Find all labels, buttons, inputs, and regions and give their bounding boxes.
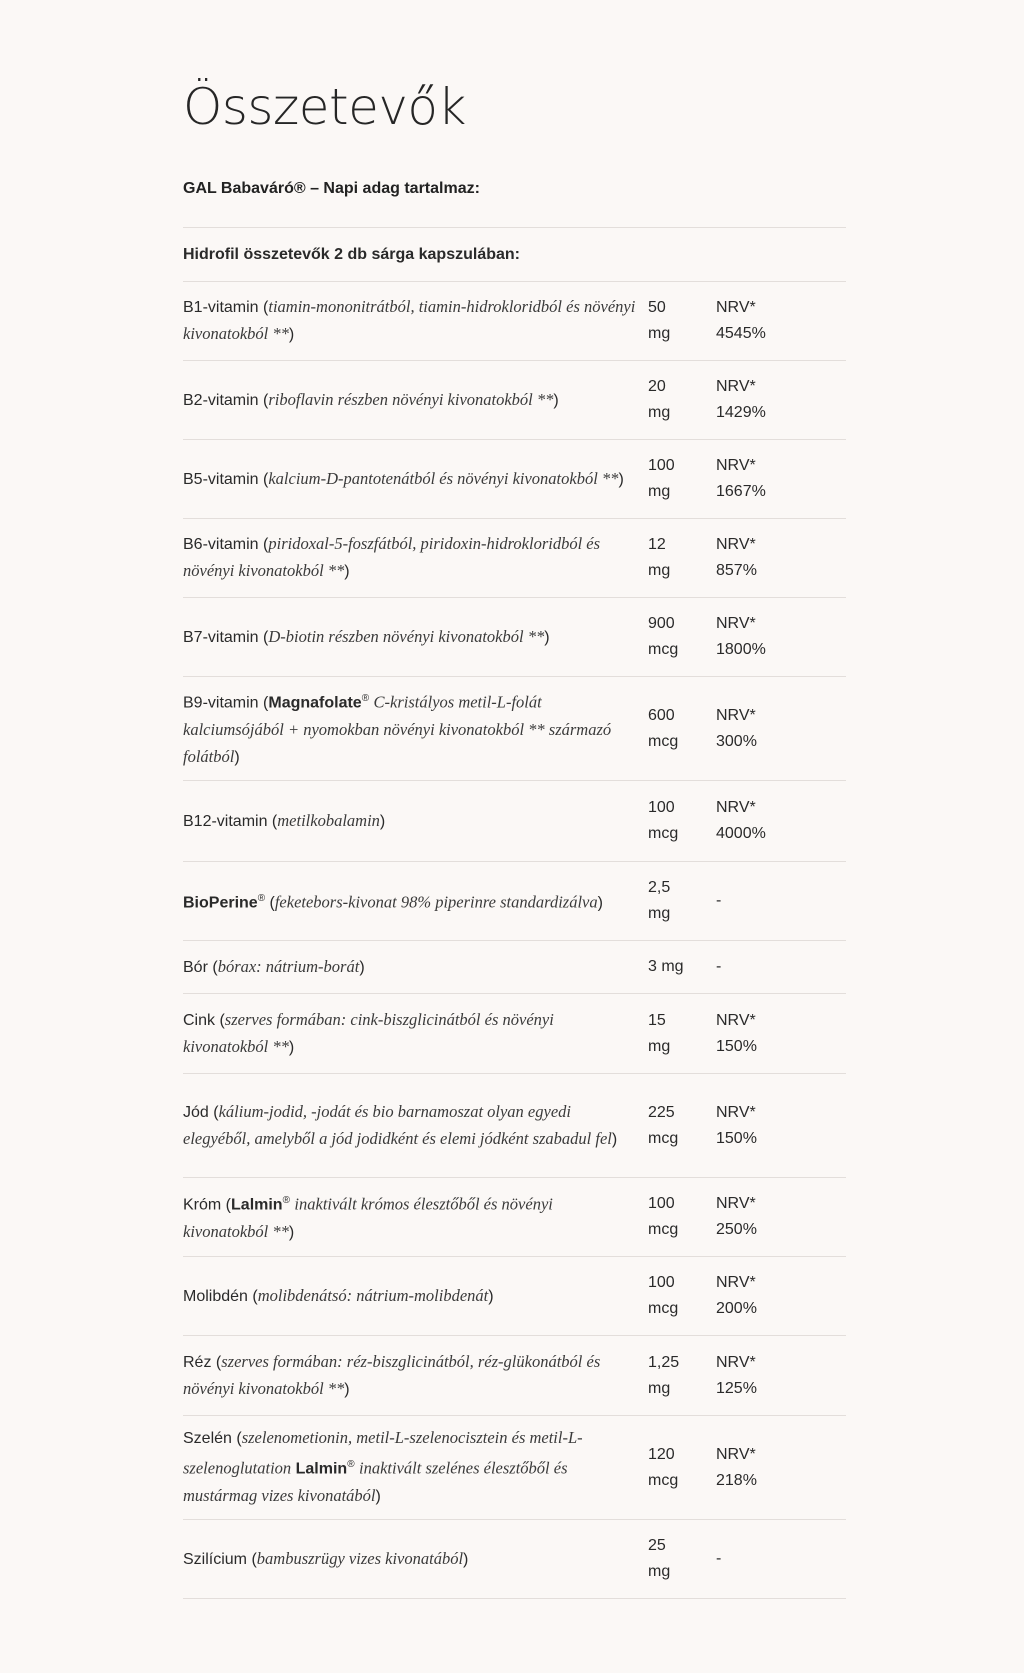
nrv-label: NRV* xyxy=(716,1103,756,1121)
nrv-label: NRV* xyxy=(716,299,756,316)
brand-name: Lalmin xyxy=(295,1460,348,1478)
ingredient-row xyxy=(183,1416,846,1520)
nrv-cell xyxy=(716,954,846,980)
ingredient-row xyxy=(183,1520,846,1599)
ingredient-source: feketebors-kivonat 98% piperinre standardizálva xyxy=(274,892,598,912)
ingredient-name-cell: BioPerine® (feketebors-kivonat 98% piperinre standardizálva) xyxy=(183,892,603,912)
amount-value: 1,25 xyxy=(648,1353,680,1371)
ingredient-name-cell: Szelén (szelenometionin, metil-L-szelenocisztein és metil-L-szelenoglutation Lalmin® inaktivált szelénes élesztőből és mustármag vizes kivonatából) xyxy=(183,1428,583,1505)
amount-value: 50 xyxy=(648,299,666,316)
ingredient-row xyxy=(183,994,846,1074)
amount-unit: mcg xyxy=(648,641,679,658)
nrv-label: NRV* xyxy=(716,378,756,395)
nrv-value: 125% xyxy=(716,1379,757,1397)
ingredient-source: kálium-jodid, -jodát és bio barnamoszat olyan egyedi elegyéből, amelyből a jód jodidként és elemi jódként szabadul fel xyxy=(183,1101,612,1148)
ingredient-source: metilkobalamin xyxy=(277,810,380,830)
brand-name: Magnafolate xyxy=(268,694,362,712)
nrv-value: 1667% xyxy=(716,483,766,500)
nrv-cell xyxy=(716,1350,846,1402)
ingredient-name-cell: Molibdén (molibdenátsó: nátrium-molibdenát) xyxy=(183,1285,494,1305)
ingredient-source: bambuszrügy vizes kivonatából xyxy=(256,1548,464,1568)
section-heading: Hidrofil összetevők 2 db sárga kapszulában: xyxy=(183,228,846,282)
ingredient-name: B2-vitamin xyxy=(183,391,259,409)
nrv-cell xyxy=(716,295,846,347)
amount-value: 2,5 xyxy=(648,879,671,896)
nrv-label: NRV* xyxy=(716,1353,756,1371)
amount-cell xyxy=(648,1191,716,1243)
amount-unit: mcg xyxy=(648,1221,679,1238)
amount-value: 100 xyxy=(648,1274,675,1291)
ingredient-source: szelenometionin, metil-L-szelenocisztein és metil-L-szelenoglutation xyxy=(183,1428,583,1478)
amount-cell xyxy=(648,532,716,584)
amount-unit: mg xyxy=(648,562,671,579)
amount-cell xyxy=(648,1008,716,1060)
nrv-label: NRV* xyxy=(716,706,756,724)
amount-cell xyxy=(648,954,716,980)
amount-value: 3 mg xyxy=(648,958,684,975)
ingredient-name: Szilícium xyxy=(183,1550,248,1568)
ingredient-row xyxy=(183,440,846,519)
ingredient-name-cell: Jód (kálium-jodid, -jodát és bio barnamoszat olyan egyedi elegyéből, amelyből a jód jodidként és elemi jódként szabadul fel) xyxy=(183,1101,618,1148)
nrv-cell xyxy=(716,703,846,755)
amount-cell xyxy=(648,453,716,505)
ingredient-name-cell: B1-vitamin (tiamin-mononitrátból, tiamin-hidrokloridból és növényi kivonatokból **) xyxy=(183,297,636,343)
ingredient-name-cell: B5-vitamin (kalcium-D-pantotenátból és növényi kivonatokból **) xyxy=(183,468,624,488)
ingredient-row xyxy=(183,1178,846,1257)
ingredient-source-cont: inaktivált szelénes élesztőből és mustármag vizes kivonatából xyxy=(183,1458,568,1505)
ingredient-name: B1-vitamin xyxy=(183,299,259,316)
page-title: Összetevők xyxy=(183,78,466,136)
nrv-label: NRV* xyxy=(716,615,756,632)
amount-unit: mg xyxy=(648,1379,671,1397)
amount-unit: mg xyxy=(648,1563,671,1580)
amount-unit: mcg xyxy=(648,1300,679,1317)
ingredient-source: bórax: nátrium-borát xyxy=(217,956,360,976)
registered-mark: ® xyxy=(347,1459,355,1471)
amount-value: 120 xyxy=(648,1445,675,1463)
amount-cell xyxy=(648,875,716,927)
nrv-cell xyxy=(716,1546,846,1572)
nrv-value: 150% xyxy=(716,1037,757,1055)
ingredient-source: C-kristályos metil-L-folát kalciumsójából + nyomokban növényi kivonatokból ** származó folátból xyxy=(183,692,612,766)
amount-value: 100 xyxy=(648,457,675,474)
amount-value: 25 xyxy=(648,1537,666,1554)
nrv-cell xyxy=(716,611,846,663)
nrv-label: NRV* xyxy=(716,457,756,474)
amount-cell xyxy=(648,1442,716,1494)
nrv-label: - xyxy=(716,892,722,909)
ingredient-source: riboflavin részben növényi kivonatokból ** xyxy=(268,389,554,409)
ingredient-source: szerves formában: cink-biszglicinátból és növényi kivonatokból ** xyxy=(183,1009,554,1056)
nrv-cell xyxy=(716,1442,846,1494)
amount-cell xyxy=(648,1350,716,1402)
ingredient-name-cell: Cink (szerves formában: cink-biszglicinátból és növényi kivonatokból **) xyxy=(183,1009,554,1056)
ingredient-row xyxy=(183,862,846,941)
amount-cell xyxy=(648,295,716,347)
amount-unit: mg xyxy=(648,905,671,922)
amount-unit: mg xyxy=(648,404,671,421)
nrv-cell xyxy=(716,1100,846,1152)
nrv-label: NRV* xyxy=(716,799,756,816)
ingredient-name: B12-vitamin xyxy=(183,812,268,830)
amount-cell xyxy=(648,703,716,755)
ingredient-name-cell: Szilícium (bambuszrügy vizes kivonatából) xyxy=(183,1548,469,1568)
amount-value: 12 xyxy=(648,536,666,553)
amount-value: 15 xyxy=(648,1011,666,1029)
ingredient-row xyxy=(183,941,846,994)
ingredient-name-cell: Bór (bórax: nátrium-borát) xyxy=(183,956,365,976)
nrv-value: 150% xyxy=(716,1129,757,1147)
nrv-label: - xyxy=(716,1550,722,1567)
ingredients-table xyxy=(183,227,846,1599)
ingredient-name: Bór xyxy=(183,958,208,976)
nrv-value: 4000% xyxy=(716,825,766,842)
ingredient-row xyxy=(183,598,846,677)
ingredient-name: Réz xyxy=(183,1353,212,1371)
ingredient-name: Szelén xyxy=(183,1430,232,1448)
ingredient-name-cell: B2-vitamin (riboflavin részben növényi kivonatokból **) xyxy=(183,389,559,409)
ingredient-name: Jód xyxy=(183,1103,209,1121)
amount-value: 225 xyxy=(648,1103,675,1121)
nrv-label: NRV* xyxy=(716,1445,756,1463)
ingredient-name-cell: B12-vitamin (metilkobalamin) xyxy=(183,810,386,830)
amount-value: 100 xyxy=(648,1195,675,1212)
ingredient-source: piridoxal-5-foszfátból, piridoxin-hidrokloridból és növényi kivonatokból ** xyxy=(183,534,601,580)
ingredient-name: B5-vitamin xyxy=(183,470,259,488)
amount-cell xyxy=(648,1270,716,1322)
ingredient-row xyxy=(183,519,846,598)
ingredient-name: B7-vitamin xyxy=(183,628,259,646)
ingredient-row xyxy=(183,1074,846,1178)
nrv-label: NRV* xyxy=(716,1274,756,1291)
amount-unit: mcg xyxy=(648,1129,679,1147)
amount-unit: mg xyxy=(648,1037,671,1055)
nrv-label: NRV* xyxy=(716,1195,756,1212)
nrv-value: 4545% xyxy=(716,325,766,342)
ingredient-source: tiamin-mononitrátból, tiamin-hidrokloridból és növényi kivonatokból ** xyxy=(183,297,636,343)
registered-mark: ® xyxy=(361,693,370,705)
nrv-value: 1429% xyxy=(716,404,766,421)
ingredient-name: B9-vitamin xyxy=(183,694,259,712)
ingredient-name: B6-vitamin xyxy=(183,536,259,553)
ingredient-name-cell: Réz (szerves formában: réz-biszglicinátból, réz-glükonátból és növényi kivonatokból **) xyxy=(183,1351,601,1398)
ingredient-source: D-biotin részben növényi kivonatokból ** xyxy=(268,626,545,646)
amount-value: 900 xyxy=(648,615,675,632)
brand-name: Lalmin xyxy=(231,1196,283,1214)
nrv-cell xyxy=(716,374,846,426)
ingredient-source: inaktivált krómos élesztőből és növényi kivonatokból ** xyxy=(183,1194,553,1241)
amount-cell xyxy=(648,1533,716,1585)
registered-mark: ® xyxy=(257,892,266,904)
nrv-value: 1800% xyxy=(716,641,766,658)
amount-unit: mcg xyxy=(648,732,679,750)
amount-cell xyxy=(648,1100,716,1152)
amount-unit: mcg xyxy=(648,825,679,842)
ingredient-row xyxy=(183,1336,846,1416)
amount-cell xyxy=(648,374,716,426)
nrv-value: 300% xyxy=(716,732,757,750)
amount-cell xyxy=(648,795,716,847)
amount-value: 20 xyxy=(648,378,666,395)
registered-mark: ® xyxy=(282,1195,290,1207)
nrv-label: - xyxy=(716,958,722,975)
ingredient-row xyxy=(183,282,846,361)
daily-dose-subtitle: GAL Babaváró® – Napi adag tartalmaz: xyxy=(183,180,480,197)
ingredient-name: Cink xyxy=(183,1011,216,1029)
amount-value: 600 xyxy=(648,706,675,724)
nrv-value: 218% xyxy=(716,1471,757,1489)
ingredient-row xyxy=(183,1257,846,1336)
ingredient-row xyxy=(183,361,846,440)
ingredient-name-cell: B9-vitamin (Magnafolate® C-kristályos metil-L-folát kalciumsójából + nyomokban növényi kivonatokból ** származó folátból) xyxy=(183,692,612,766)
ingredient-name-cell: B6-vitamin (piridoxal-5-foszfátból, piridoxin-hidrokloridból és növényi kivonatokból **) xyxy=(183,534,601,580)
amount-cell xyxy=(648,611,716,663)
amount-unit: mg xyxy=(648,325,671,342)
amount-unit: mcg xyxy=(648,1471,679,1489)
nrv-cell xyxy=(716,453,846,505)
ingredient-source: molibdenátsó: nátrium-molibdenát xyxy=(257,1285,489,1305)
nrv-value: 857% xyxy=(716,562,757,579)
nrv-value: 250% xyxy=(716,1221,757,1238)
nrv-label: NRV* xyxy=(716,1011,756,1029)
nrv-cell xyxy=(716,1191,846,1243)
nrv-value: 200% xyxy=(716,1300,757,1317)
ingredient-name: Molibdén xyxy=(183,1287,248,1305)
nrv-cell xyxy=(716,532,846,584)
nrv-label: NRV* xyxy=(716,536,756,553)
ingredient-name: Króm xyxy=(183,1196,222,1214)
ingredient-name: BioPerine xyxy=(183,894,258,912)
ingredient-source: szerves formában: réz-biszglicinátból, réz-glükonátból és növényi kivonatokból ** xyxy=(183,1351,601,1398)
amount-value: 100 xyxy=(648,799,675,816)
amount-unit: mg xyxy=(648,483,671,500)
ingredient-row xyxy=(183,677,846,781)
ingredient-name-cell: B7-vitamin (D-biotin részben növényi kivonatokból **) xyxy=(183,626,550,646)
ingredient-row xyxy=(183,781,846,862)
ingredient-name-cell: Króm (Lalmin® inaktivált krómos élesztőből és növényi kivonatokból **) xyxy=(183,1194,553,1241)
nrv-cell xyxy=(716,795,846,847)
nrv-cell xyxy=(716,1008,846,1060)
ingredient-rows xyxy=(183,282,846,1599)
ingredient-source: kalcium-D-pantotenátból és növényi kivonatokból ** xyxy=(268,468,619,488)
nrv-cell xyxy=(716,888,846,914)
nrv-cell xyxy=(716,1270,846,1322)
